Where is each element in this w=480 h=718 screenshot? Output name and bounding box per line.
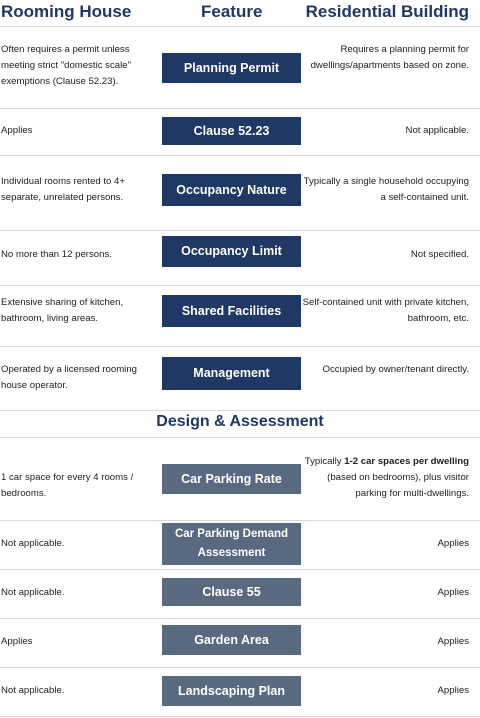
feature-label-car-parking-demand-assessment: Car Parking Demand Assessment [162, 523, 301, 565]
rooming-house-cell: Extensive sharing of kitchen, bathroom, living areas. [1, 297, 124, 324]
header-rooming-house: Rooming House [1, 2, 132, 21]
car-parking-text-bold: 1-2 car spaces per dwelling [344, 456, 469, 467]
residential-building-cell: Applies [437, 587, 469, 598]
residential-building-cell: Not specified. [410, 249, 469, 260]
residential-building-cell: Typically a single household occupying a self-contained unit. [303, 176, 469, 203]
table-row [0, 521, 480, 569]
table-row [0, 27, 480, 108]
residential-building-cell: Requires a planning permit for dwellings/apartments based on zone. [310, 44, 469, 71]
rooming-house-cell: 1 car space for every 4 rooms / bedrooms. [1, 472, 134, 499]
rooming-house-cell: No more than 12 persons. [1, 249, 112, 260]
feature-label-clause-52-23: Clause 52.23 [162, 117, 301, 145]
table-row [0, 347, 480, 410]
table-row [0, 668, 480, 716]
table-row [0, 286, 480, 346]
rooming-house-cell: Operated by a licensed rooming house operator. [1, 364, 137, 391]
residential-building-cell: Not applicable. [405, 125, 469, 136]
feature-label-occupancy-nature: Occupancy Nature [162, 174, 301, 206]
feature-label-planning-permit: Planning Permit [162, 53, 301, 83]
residential-building-cell: Applies [437, 538, 469, 549]
residential-building-cell [301, 454, 469, 502]
header-feature: Feature [201, 2, 263, 21]
divider [0, 716, 480, 717]
residential-building-cell: Self-contained unit with private kitchen, bathroom, etc. [302, 297, 469, 324]
car-parking-text-pre: Typically [304, 456, 345, 467]
header-residential-building: Residential Building [305, 2, 469, 21]
rooming-house-cell: Often requires a permit unless meeting strict "domestic scale" exemptions (Clause 52.23). [1, 44, 131, 87]
car-parking-text-post: (based on bedrooms), plus visitor parking for multi-dwellings. [327, 472, 469, 499]
feature-label-shared-facilities: Shared Facilities [162, 295, 301, 327]
feature-label-garden-area: Garden Area [162, 625, 301, 655]
residential-building-cell: Occupied by owner/tenant directly. [322, 364, 469, 375]
table-row [0, 570, 480, 618]
section-title-design-assessment: Design & Assessment [156, 413, 324, 430]
rooming-house-cell: Not applicable. [1, 685, 65, 696]
table-row [0, 231, 480, 285]
residential-building-cell: Applies [437, 636, 469, 647]
feature-label-management: Management [162, 357, 301, 390]
feature-label-car-parking-rate: Car Parking Rate [162, 464, 301, 494]
rooming-house-cell: Individual rooms rented to 4+ separate, unrelated persons. [1, 176, 125, 203]
rooming-house-cell: Not applicable. [1, 587, 65, 598]
residential-building-cell: Applies [437, 685, 469, 696]
feature-label-landscaping-plan: Landscaping Plan [162, 676, 301, 706]
table-row [0, 438, 480, 520]
table-row [0, 109, 480, 155]
rooming-house-cell: Not applicable. [1, 538, 65, 549]
divider [0, 410, 480, 411]
feature-label-clause-55: Clause 55 [162, 578, 301, 606]
feature-label-occupancy-limit: Occupancy Limit [162, 236, 301, 267]
table-header [0, 0, 480, 27]
rooming-house-cell: Applies [1, 636, 33, 647]
table-row [0, 619, 480, 667]
table-row [0, 156, 480, 230]
rooming-house-cell: Applies [1, 125, 33, 136]
